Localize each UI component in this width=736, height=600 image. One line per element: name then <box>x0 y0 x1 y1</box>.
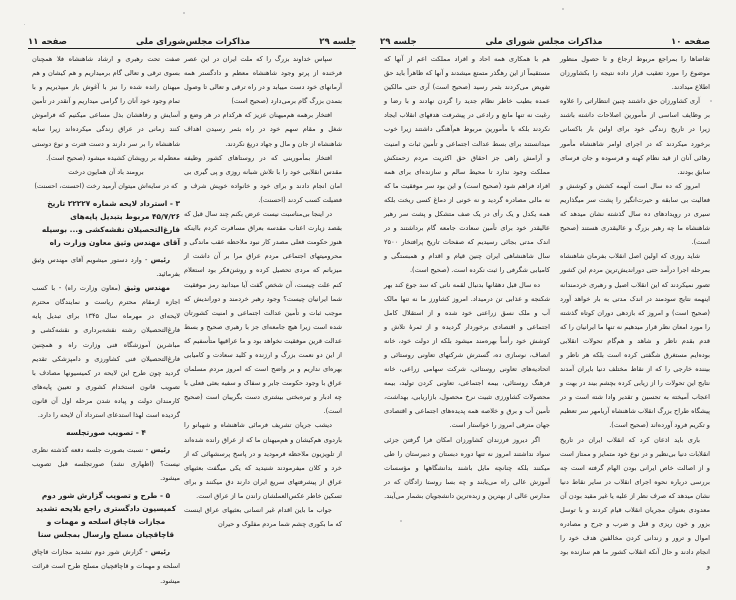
paragraph <box>32 545 180 587</box>
scan-speck <box>183 12 185 14</box>
page-number: صفحه ۱۰ <box>671 37 710 47</box>
paragraph: در اینجا بی‌مناسبت نیست عرض بکنم چند سال قبل که بقصد زیارت اعتاب مقدسه بعراق مسافرت کردم بااینکه هنوز حکومت فعلی مصدر کار نبود ملاحظه عقب ماندگی و محرومیتهای اجتماعی مردم عراق مرا بر آن داشت از میزبانم که مردی تحصیل کرده و روشن‌فکر بود استعلام کنم علت چیست، آن شخص گفت آیا میدانید رمز موفقیت شما ایرانیان چیست؟ وجود رهبر خردمند و دوراندیش که موجب ثبات و تأمین عدالت اجتماعی و امنیت کشورتان شده است زیرا هیچ جامعه‌ای جز با رهبری صحیح و بسط عدالت قرین موفقیت نخواهد بود و ما عراقیها متأسفیم که از این دو نعمت بزرگ و ارزنده و کلید سعادت و کامیابی بهره‌ای نداریم و بر واضح است که امروز مردم مسلمان عراق با وجود حکومت جابر و سفاک و سفیه بعثی فعلی با چه ادبار و تیره‌بختی بیشتری دست بگریبان است (صحیح است). <box>184 210 342 416</box>
session-label: جلسه ۲۹ <box>380 37 417 47</box>
paragraph: دیشب جریان تشریف فرمائی شاهنشاه و شهبانو را باردوی هم‌کیشان و هم‌میهنان ما که از عراق رانده شده‌اند از تلویزیون ملاحظه فرمودید و در پاسخ پرسشهائی که از خرد و کلان میفرمودند شنیدید که یکی میگفت بعثیهای عراق از پیشرفتهای سریع ایران دارند دق میکنند و برای تسکین خاطر عکس‌العملشان راندن ما از عراق است. <box>184 421 342 500</box>
paragraph <box>32 281 180 422</box>
paragraph: هم با همکاری همه احاد و افراد مملکت اعم از آنها که مستقیماً از این رهگذر متمتع میشدند و آنها که ظاهراً باید حق تفویض می‌کردند بثمر رسید (صحیح است) آری حتی مالکین عمده بطیب خاطر نظام جدید را گردن نهادند و با رضا و رغبت نه تنها مانع و رادعی در پیشرفت هدفهای انقلاب ایجاد نکردند بلکه با مأمورین مربوط هم‌آهنگی داشتند زیرا خوب میدانستند برای بسط عدالت اجتماعی و تأمین ثبات و امنیت و آرامش راهی جز احقاق حق اکثریت مردم زحمتکش مملکت وجود ندارد تا محیط سالم و سازنده‌ای برای همه افراد فراهم شود (صحیح است) و این بود سر موفقیت ما که نه مالی مصادره گردید و نه خونی از دماغ کسی ریخت بلکه همه یکدل و یک رأی در یک صف متشکل و پشت سر رهبر عالیقدر خود برای تأمین سعادت جامعه گام برداشتند و در اندک مدتی بجائی رسیدیم که صفحات تاریخ پرافتخار ۲۵۰۰ سال شاهنشاهی ایران چنین قیام و اقدام و همبستگی و کامیابی شگرفی را ثبت نکرده است. (صحیح است). <box>384 55 550 275</box>
publication-title: مذاکرات مجلس شورای ملی <box>485 37 603 47</box>
speech-text: (معاون وزارت راه) - با کسب اجازه ازمقام محترم ریاست و نمایندگان محترم لایحه‌ای در مهرماه سال ۱۳۴۵ برای تبدیل پایه فارغ‌التحصیلان رشته نقشه‌برداری و نقشه‌کشی و مباشرین آموزشگاه فنی وزارت راه و همچنین فارغ‌التحصیلان فنی کشاورزی و دامپزشکی تقدیم گردید چون طرح این لایحه در کمیسیونها مصادف با تصویب قانون استخدام کشوری و تعیین پایه‌های کارمندان دولت و پیاده شدن مرحله اول آن قانون گردیده است لهذا استدعای استرداد آن لایحه را دارد. <box>32 284 180 419</box>
paragraph: افتخار بمأمورینی که در روستاهای کشور وظیفه مقدس انقلابی خود را با تلاش شبانه روزی و پی گیری بی امان انجام دادند و برای خود و خانواده خویش شرف و فضیلت کسب کردند (احسنت). <box>184 153 342 204</box>
speech-text: - وارد دستور میشویم آقای مهندس وثیق بفرمائید. <box>32 255 180 279</box>
text-column-right <box>184 52 342 531</box>
speaker-name: رئیس <box>150 255 170 264</box>
text-column-right <box>560 52 710 573</box>
page-header <box>380 34 710 49</box>
publication-title: مذاکرات مجلس‌شورای ملی <box>136 37 251 47</box>
text-column-left <box>32 52 180 588</box>
paragraph <box>32 253 180 281</box>
section-title: ۵ - طرح و تصویب گزارش شور دوم کمیسیون دادگستری راجع بلایحه تشدید مجازات قاچاق اسلحه و مهمات و قاچاقچیان مسلح وارسال بمجلس سنا <box>35 491 177 540</box>
page-number: صفحه ۱۱ <box>28 37 67 47</box>
speech-text: - گزارش شور دوم تشدید مجازات قاچاق اسلحه و مهمات و قاچاقچیان مسلح طرح است قرائت میشود. <box>32 548 180 585</box>
poem-line: که در سایه‌اش میتوان آرمید رخت (احسنت، احسنت) <box>34 181 178 190</box>
paragraph: باری باید اذعان کرد که انقلاب ایران در تاریخ انقلابات دنیا بی‌نظیر و در نوع خود متمایز و ممتاز است و از اصالت خاص ایرانی بودن الهام گرفته است چه بررسی درباره نحوه اجرای انقلاب در سایر نقاط دنیا نشان میدهد که صرف نظر از علیه یا غیر مقید بودن آن معدودی بعنوان مجریان انقلاب قیام کردند و با توسل بزور و خون ریزی و قتل و ضرب و جرح و مصادره اموال و ترور و زندانی کردن مخالفین هدف خود را انجام دادند و حال آنکه انقلاب کشور ما هم سازنده بود و <box>560 435 710 571</box>
speaker-name: رئیس <box>150 548 170 557</box>
speaker-name: رئیس <box>150 446 170 455</box>
text-column-left <box>384 52 550 503</box>
paragraph: جواب ما باین اقدام غیر انسانی بعثیهای عراق اینست که ما بکوری چشم شما مردم مفلوک و حیران <box>184 506 342 529</box>
scan-speck <box>710 100 712 102</box>
session-label: جلسه ۲۹ <box>319 37 356 47</box>
paragraph: افتخار برهمه هم‌میهنان عزیز که هرکدام در هر وضع و شغل و مقام سهم خود در راه بثمر رسیدن اهداف شاهنشاه از جان و مال و جهاد دریغ نکردند. <box>184 111 342 148</box>
paragraph: اگر دیروز فرزندان کشاورزان امکان فرا گرفتن جزئی سواد نداشتند امروز نه تنها دوره دبستان و دبیرستان را طی میکنند بلکه چنانچه مایل باشند بدانشگاهها و مؤسسات آموزش عالی راه می‌یابند و چه بسا روستا زادگان که در مدارس عالی از بهترین و زبده‌ترین دانشجویان بشمار می‌آیند. <box>384 435 550 500</box>
section-title: ۴ - تصویب صورتجلسه <box>66 428 146 438</box>
page-10 <box>368 0 736 600</box>
poem-line: برومند باد آن همایون درخت <box>68 167 144 176</box>
scan-speck <box>562 8 564 10</box>
paragraph: آری کشاورزان حق داشتند چنین انتظاراتی را علاوه بر وظایف اساسی از مأمورین اصلاحات داشته باشند زیرا در تاریخ زندگی خود برای اولین بار باکسانی برخورد میکردند که در اجرای اوامر شاهنشاه مأمور رهائی آنان از قید نظام کهنه و فرسوده و جان فرسای سابق بودند. <box>560 97 710 176</box>
paragraph: شاید روزی که اولین اصل انقلاب بفرمان شاهنشاه بمرحله اجرا درآمد حتی دوراندیش‌ترین مردم این کشور تصور نمیکردند که این انقلاب اصیل و رهبری خردمندانه اینهمه نتایج سودمند در اندک مدتی به بار خواهد آورد (صحیح است) و امروز که بازدهی دوران کوتاه گذشته را مورد امعان نظر قرار میدهیم نه تنها ما ایرانیان را که قدم بقدم ناظر و شاهد و هم‌گام تحولات انقلابی بوده‌ایم مستغرق شگفتی کرده است بلکه هر ناظر و بیننده خارجی را که از نقاط مختلف دنیا بایران آمدند نتایج این تحولات را از زیابی کرده بچشم بیند در بهت و اعجاب آمیخته به تحسین و تقدیر وادا شته است و در پیشگاه طراح بزرگ انقلاب شاهنشاه آریامهر سر تعظیم و تکریم فرود آورده‌اند (صحیح است). <box>560 252 710 430</box>
paragraph: امروز که ده سال است آنهمه کشش و کوشش و فعالیت بی سابقه و حیرت‌انگیز را پشت سر میگذاریم سیری در رویدادهای ده سال گذشته نشان میدهد که شاهنشاه ما چه رهبر بزرگ و عالیقدری هستند (صحیح است). <box>560 181 710 247</box>
scan-speck <box>400 520 402 522</box>
paragraph: ده سال قبل دهقانها بدنبال لقمه نانی که سد جوع کند بهر شکنجه و عذابی تن درمیداد. امروز کشاورز ما نه تنها مالک آب و ملک نسق زراعتی خود شده و از استقلال کامل اجتماعی و اقتصادی برخوردار گردیده و از ثمرهٔ تلاش و کوشش خود رأساً بهره‌مند میشود بلکه از دولت خود، خانه انصاف، نوسازی ده، گسترش شرکتهای تعاونی روستائی و اتحادیه‌های تعاونی روستائی، شرکت سهامی زراعی، خانه فرهنگ روستائی، بیمه اجتماعی، تعاونی کردن تولید، بیمه محصولات کشاورزی تثبیت نرخ محصول، بازاریابی، بهداشت، تأمین آب و برق و خلاصه همه پدیده‌های اجتماعی و اقتصادی جهان مترقی امروز را خواستار است. <box>384 280 550 430</box>
scan-speck <box>24 24 25 25</box>
page-header <box>28 34 356 49</box>
paragraph <box>32 443 180 485</box>
speaker-name: مهندس وثیق <box>124 284 170 293</box>
paragraph: صفت تحت رهبری و ارشاد شاهنشاه فلا همچنان بسوی ترقی و تعالی گام برمیداریم و هم کیشان و هم میهنان رانده شده را نیز با آغوش باز میپذیریم و با تمام وجود خود آنان را گرامی میداریم و آنقدر در تأمین آسایش و رفاهشان بذل مساعی میکنیم که فراموش کنند زمانی در عراق زندگی میکرده‌اند زیرا سایه شاهنشاه را بر سر دارند و دست فترت و نوع دوستی معظم‌له بر رویشان کشیده میشود (صحیح است). <box>32 55 180 162</box>
paragraph: سپاس خداوند بزرگ را که ملت ایران در این عصر فرخنده از پرتو وجود شاهنشاه معظم و دادگستر همه آرمانهای خود دست مییابد و در راه ترقی و تعالی تا وصول بتمدن بزرگ گام برمی‌دارد (صحیح است) <box>184 55 342 106</box>
paragraph: تقاضاها را بمراجع مربوط ارجاع و تا حصول منظور موضوع را مورد تعقیب قرار داده نتیجه را بکشاورزان اطلاع میدادند. <box>560 55 710 92</box>
section-title: ۳ - استرداد لایحه شماره ۲۲۲۲۷ تاریخ ۴۵/۷/۲۶ مربوط بتبدیل پایه‌های فارغ‌التحصیلان نقشه‌کشی و... بوسیله آقای مهندس وثیق معاون وزارت راه <box>41 198 180 247</box>
speech-text: - نسبت بصورت جلسه دفعه گذشته نظری نیست؟ (اظهاری نشد) صورتجلسه قبل تصویب میشود. <box>32 446 180 483</box>
